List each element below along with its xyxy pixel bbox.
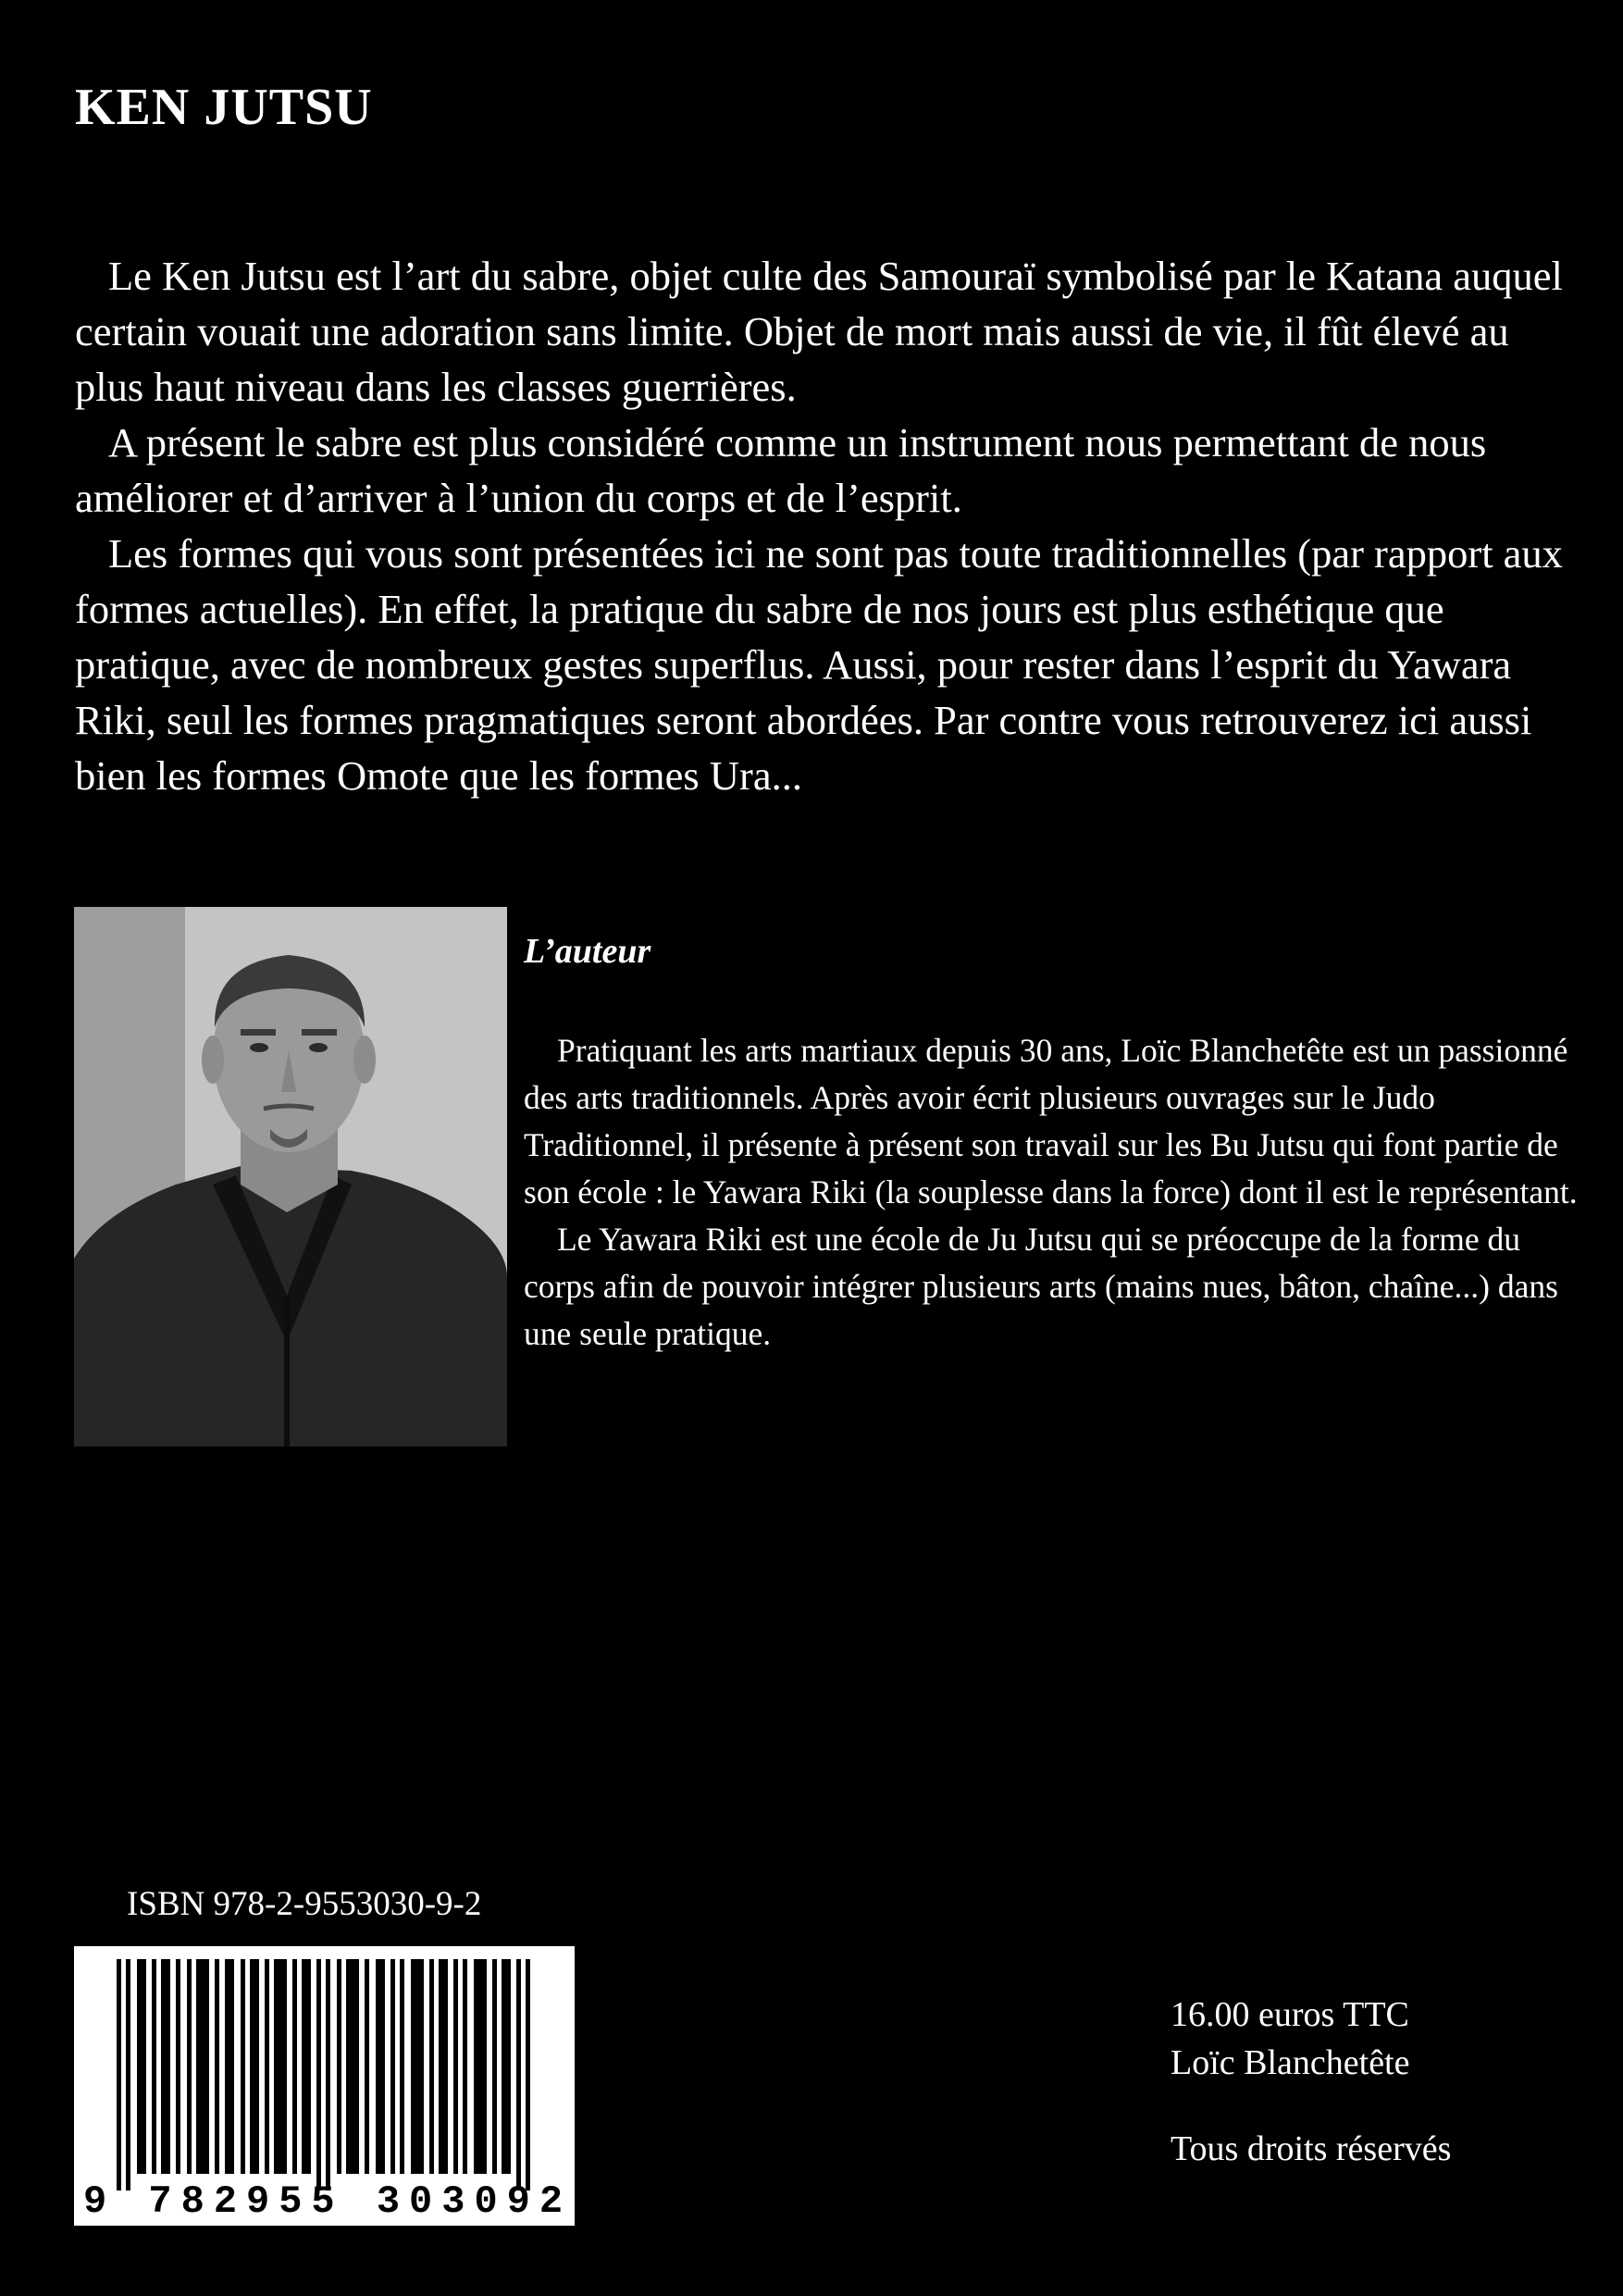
book-title: KEN JUTSU [75, 79, 373, 136]
barcode [74, 1946, 575, 2226]
author-photo [74, 907, 507, 1446]
price-block [1171, 1991, 1410, 2087]
intro-paragraph: A présent le sabre est plus considéré comme un instrument nous permettant de nous améliorer et d’arriver à l’union du corps et de l’esprit. [75, 419, 1487, 521]
intro-paragraph: Le Ken Jutsu est l’art du sabre, objet culte des Samouraï symbolisé par le Katana auquel certain vouait une adoration sans limite. Objet de mort mais aussi de vie, il fût élevé au plus haut niveau dans les classes guerrières. [75, 253, 1563, 410]
price: 16.00 euros TTC [1171, 1995, 1409, 2034]
publisher: Loïc Blanchetête [1171, 2043, 1410, 2082]
rights-notice: Tous droits réservés [1171, 2129, 1452, 2168]
isbn-label: ISBN 978-2-9553030-9-2 [127, 1885, 482, 1923]
intro-text [75, 248, 1574, 803]
author-bio [524, 1027, 1579, 1358]
intro-paragraph: Les formes qui vous sont présentées ici ne sont pas toute traditionnelles (par rapport aux formes actuelles). En effet, la pratique du sabre de nos jours est plus esthétique que pratique, avec de nombreux gestes superflus. Aussi, pour rester dans l’esprit du Yawara Riki, seul les formes pragmatiques seront abordées. Par contre vous retrouverez ici aussi bien les formes Omote que les formes Ura... [75, 530, 1563, 799]
author-heading: L’auteur [524, 932, 651, 971]
barcode-digits: 9 782955 303092 [83, 2179, 573, 2224]
author-paragraph: Pratiquant les arts martiaux depuis 30 ans, Loïc Blanchetête est un passionné des arts traditionnels. Après avoir écrit plusieurs ouvrages sur le Judo Traditionnel, il présente à présent son travail sur les Bu Jutsu qui font partie de son école : le Yawara Riki (la souplesse dans la force) dont il est le représentant. [524, 1032, 1578, 1210]
author-paragraph: Le Yawara Riki est une école de Ju Jutsu qui se préoccupe de la forme du corps afin de pouvoir intégrer plusieurs arts (mains nues, bâton, chaîne...) dans une seule pratique. [524, 1221, 1558, 1352]
